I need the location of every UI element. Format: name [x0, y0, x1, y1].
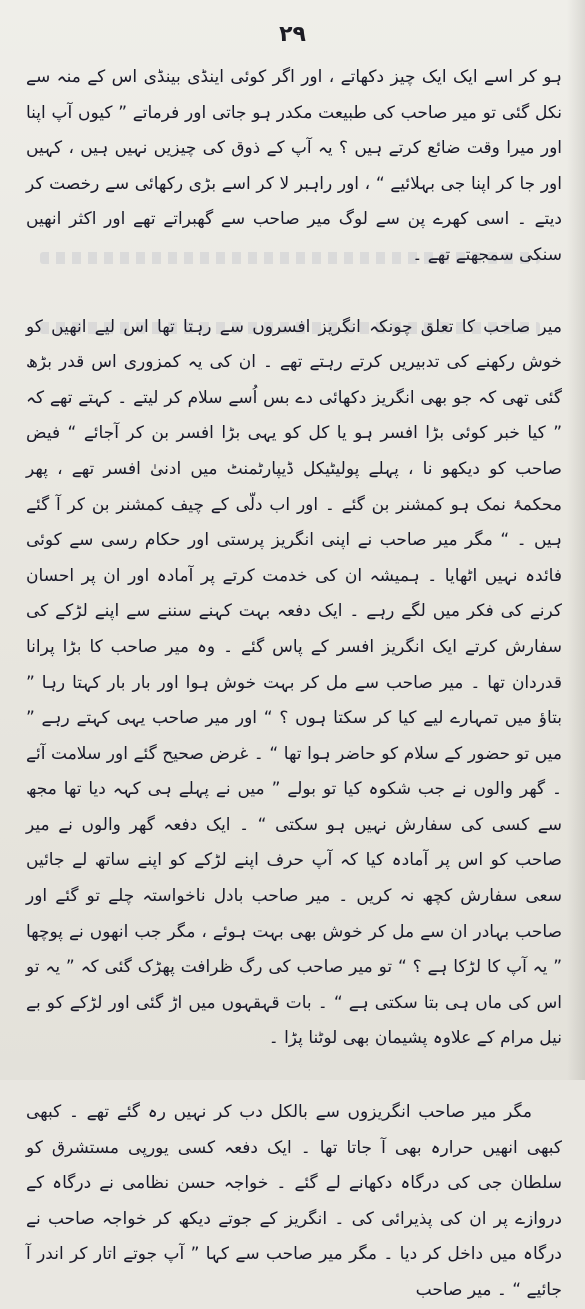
page-body [26, 60, 562, 1309]
paragraph-1: ہو کر اسے ایک ایک چیز دکھاتے ، اور اگر کوئی اینڈی بینڈی اس کے منہ سے نکل گئی تو میر صاحب کی طبیعت مکدر ہو جاتی اور فرماتے ” کیوں آپ اپنا اور میرا وقت ضائع کرتے ہیں ؟ یہ آپ کے ذوق کی چیزیں نہیں ہیں ، کہیں اور جا کر اپنا جی بہلائیے “ ، اور راہبر لا کر اسے بڑی رکھائی سے رخصت کر دیتے ۔ اسی کھرے پن سے لوگ میر صاحب سے گھبراتے تھے اور اکثر انھیں سنکی سمجھتے تھے ۔ [26, 67, 562, 265]
paragraph-2: میر صاحب کا تعلق چونکہ انگریز افسروں سے رہتا تھا اس لیے انھیں کو خوش رکھنے کی تدبیریں کرتے رہتے تھے ۔ ان کی یہ کمزوری اس قدر بڑھ گئی تھی کہ جو بھی انگریز دکھائی دے بس اُسے سلام کر لیتے ۔ کہتے تھے کہ ” کیا خبر کوئی بڑا افسر ہو یا کل کو یہی بڑا افسر بن کر آجائے “ فیض صاحب کو دیکھو نا ، پہلے پولیٹیکل ڈیپارٹمنٹ میں ادنیٰ افسر تھے ، پھر محکمۂ نمک ہو کمشنر بن گئے ۔ اور اب دلّی کے چیف کمشنر بن کر آ گئے ہیں ۔ “ مگر میر صاحب نے اپنی انگریز پرستی اور حکام رسی سے کوئی فائدہ نہیں اٹھایا ۔ ہمیشہ ان کی خدمت کرتے پر آمادہ اور ان پر احسان کرنے کی فکر میں لگے رہے ۔ ایک دفعہ بہت کہنے سننے سے اپنے لڑکے کی سفارش کرتے ایک انگریز افسر کے پاس گئے ۔ وہ میر صاحب کا بڑا پرانا قدردان تھا ۔ میر صاحب سے مل کر بہت خوش ہوا اور بار بار کہتا رہا ” بتاؤ میں تمہارے لیے کیا کر سکتا ہوں ؟ “ اور میر صاحب یہی کہتے رہے ” میں تو حضور کے سلام کو حاضر ہوا تھا “ ۔ غرض صحیح گئے اور سلامت آئے ۔ گھر والوں نے جب شکوہ کیا تو بولے ” میں نے پہلے ہی کہہ دیا تھا مجھ سے کسی کی سفارش نہیں ہو سکتی “ ۔ ایک دفعہ گھر والوں نے میر صاحب کو اس پر آمادہ کیا کہ آپ حرف اپنے لڑکے کو اپنے ساتھ لے جائیں سعی سفارش کچھ نہ کریں ۔ میر صاحب بادل ناخواستہ چلے تو گئے اور صاحب بہادر ان سے مل کر خوش بھی بہت ہوئے ، مگر جب انھوں نے پوچھا ” یہ آپ کا لڑکا ہے ؟ “ تو میر صاحب کی رگ ظرافت پھڑک گئی کہ ” یہ تو اس کی ماں ہی بتا سکتی ہے “ ۔ بات قہقہوں میں اڑ گئی اور لڑکے کو بے نیل مرام کے علاوہ پشیمان بھی لوٹنا پڑا ۔ [26, 316, 562, 1049]
page-edge-shadow [567, 0, 585, 1080]
page-number: ۲۹ [279, 22, 306, 47]
paragraph-gap [26, 274, 562, 310]
paragraph-3: مگر میر صاحب انگریزوں سے بالکل دب کر نہیں رہ گئے تھے ۔ کبھی کبھی انھیں حرارہ بھی آ جاتا تھا ۔ ایک دفعہ کسی یورپی مستشرق کو سلطان جی کی درگاہ دکھانے لے گئے ۔ خواجہ حسن نظامی نے درگاہ کے دروازے پر ان کی پذیرائی کی ۔ انگریز کے جوتے دیکھ کر خواجہ صاحب نے درگاہ میں داخل کر دیا ۔ مگر میر صاحب سے کہا ” آپ جوتے اتار کر اندر آ جائیے “ ۔ میر صاحب [26, 1102, 562, 1300]
paragraph-gap [26, 1057, 562, 1095]
